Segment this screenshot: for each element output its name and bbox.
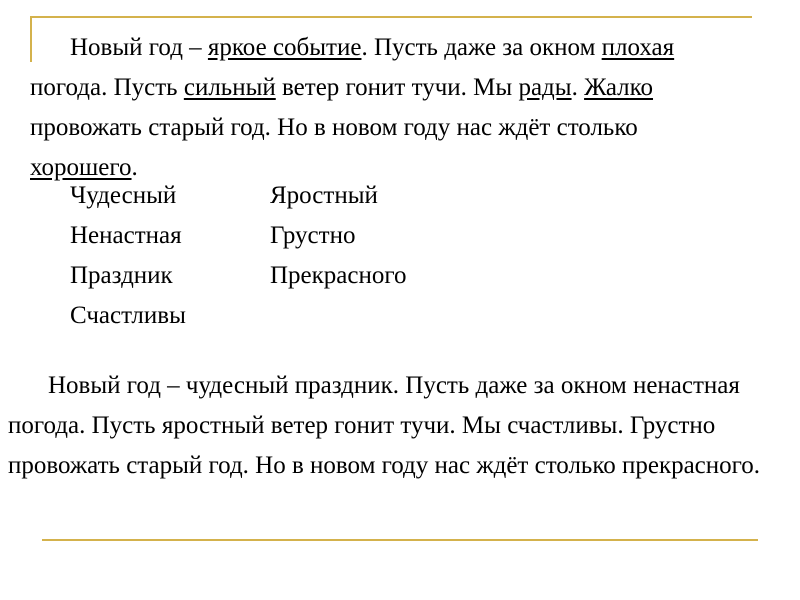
- segment: Новый год –: [70, 34, 208, 61]
- segment: .: [571, 74, 585, 101]
- word-bank-row: [70, 216, 407, 256]
- underlined-word: сильный: [183, 74, 276, 101]
- answer-paragraph: [8, 366, 768, 486]
- word-bank: [70, 176, 407, 336]
- decorative-top-rule: [30, 16, 752, 18]
- segment: .: [131, 154, 138, 181]
- underlined-word: яркое событие: [207, 34, 362, 61]
- decorative-bottom-rule: [42, 539, 758, 541]
- word-bank-item: Яростный: [270, 182, 378, 209]
- word-bank-row: [70, 296, 407, 336]
- segment: . Пусть даже за окном: [361, 34, 602, 61]
- exercise-paragraph: [30, 28, 750, 188]
- word-bank-item: Счастливы: [70, 302, 186, 329]
- segment: ветер гонит тучи. Мы: [275, 74, 519, 101]
- word-bank-item: Прекрасного: [270, 262, 407, 289]
- word-bank-row: [70, 256, 407, 296]
- underlined-word: хорошего: [30, 154, 132, 181]
- word-bank-row: [70, 176, 407, 216]
- segment: погода. Пусть: [30, 74, 184, 101]
- underlined-word: рады: [518, 74, 572, 101]
- underlined-word: Жалко: [584, 74, 654, 101]
- word-bank-item: Праздник: [70, 262, 173, 289]
- word-bank-item: Чудесный: [70, 182, 177, 209]
- word-bank-item: Ненастная: [70, 222, 182, 249]
- word-bank-item: Грустно: [270, 222, 356, 249]
- segment: провожать старый год. Но в новом году нас ждёт столько: [30, 114, 638, 141]
- answer-text: Новый год – чудесный праздник. Пусть даже за окном ненастная погода. Пусть яростный ветер гонит тучи. Мы счастливы. Грустно провожать старый год. Но в новом году нас ждёт столько прекрасного.: [8, 372, 761, 479]
- underlined-word: плохая: [601, 34, 675, 61]
